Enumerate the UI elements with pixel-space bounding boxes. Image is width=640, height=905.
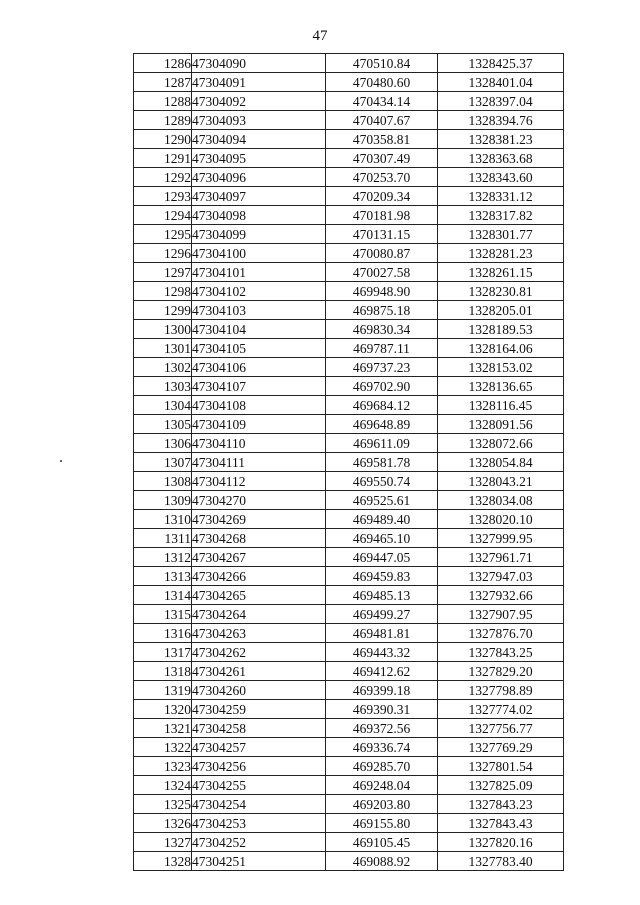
x-coordinate-cell: 469105.45 <box>326 833 438 852</box>
x-coordinate-cell: 469684.12 <box>326 396 438 415</box>
table-row <box>134 567 564 586</box>
table-row <box>134 339 564 358</box>
table-row <box>134 586 564 605</box>
point-number-cell: 1309 <box>134 491 192 510</box>
point-id-cell: 47304270 <box>192 491 326 510</box>
y-coordinate-cell: 1328164.06 <box>438 339 564 358</box>
point-number-cell: 1298 <box>134 282 192 301</box>
point-number-cell: 1306 <box>134 434 192 453</box>
table-row <box>134 187 564 206</box>
point-id-cell: 47304099 <box>192 225 326 244</box>
point-id-cell: 47304092 <box>192 92 326 111</box>
table-row <box>134 605 564 624</box>
table-row <box>134 681 564 700</box>
point-number-cell: 1312 <box>134 548 192 567</box>
table-row <box>134 852 564 871</box>
y-coordinate-cell: 1327769.29 <box>438 738 564 757</box>
point-id-cell: 47304265 <box>192 586 326 605</box>
table-row <box>134 757 564 776</box>
y-coordinate-cell: 1327820.16 <box>438 833 564 852</box>
y-coordinate-cell: 1327774.02 <box>438 700 564 719</box>
point-id-cell: 47304097 <box>192 187 326 206</box>
point-id-cell: 47304253 <box>192 814 326 833</box>
table-row <box>134 149 564 168</box>
point-id-cell: 47304108 <box>192 396 326 415</box>
point-number-cell: 1305 <box>134 415 192 434</box>
y-coordinate-cell: 1328331.12 <box>438 187 564 206</box>
point-id-cell: 47304094 <box>192 130 326 149</box>
x-coordinate-cell: 469489.40 <box>326 510 438 529</box>
y-coordinate-cell: 1328301.77 <box>438 225 564 244</box>
y-coordinate-cell: 1328281.23 <box>438 244 564 263</box>
x-coordinate-cell: 470434.14 <box>326 92 438 111</box>
point-id-cell: 47304111 <box>192 453 326 472</box>
point-id-cell: 47304261 <box>192 662 326 681</box>
table-row <box>134 453 564 472</box>
y-coordinate-cell: 1328425.37 <box>438 54 564 73</box>
y-coordinate-cell: 1328205.01 <box>438 301 564 320</box>
table-row <box>134 54 564 73</box>
point-number-cell: 1320 <box>134 700 192 719</box>
point-id-cell: 47304269 <box>192 510 326 529</box>
x-coordinate-cell: 469248.04 <box>326 776 438 795</box>
x-coordinate-cell: 469459.83 <box>326 567 438 586</box>
table-row <box>134 719 564 738</box>
y-coordinate-cell: 1328381.23 <box>438 130 564 149</box>
point-id-cell: 47304107 <box>192 377 326 396</box>
x-coordinate-cell: 470510.84 <box>326 54 438 73</box>
x-coordinate-cell: 470131.15 <box>326 225 438 244</box>
table-row <box>134 643 564 662</box>
point-id-cell: 47304098 <box>192 206 326 225</box>
x-coordinate-cell: 469399.18 <box>326 681 438 700</box>
table-row <box>134 377 564 396</box>
table-row <box>134 738 564 757</box>
x-coordinate-cell: 469550.74 <box>326 472 438 491</box>
point-id-cell: 47304258 <box>192 719 326 738</box>
point-number-cell: 1302 <box>134 358 192 377</box>
table-row <box>134 700 564 719</box>
x-coordinate-cell: 469285.70 <box>326 757 438 776</box>
point-number-cell: 1319 <box>134 681 192 700</box>
y-coordinate-cell: 1328230.81 <box>438 282 564 301</box>
point-number-cell: 1317 <box>134 643 192 662</box>
y-coordinate-cell: 1327999.95 <box>438 529 564 548</box>
point-number-cell: 1288 <box>134 92 192 111</box>
x-coordinate-cell: 470253.70 <box>326 168 438 187</box>
table-row <box>134 225 564 244</box>
y-coordinate-cell: 1327843.23 <box>438 795 564 814</box>
x-coordinate-cell: 469485.13 <box>326 586 438 605</box>
table-row <box>134 795 564 814</box>
point-id-cell: 47304263 <box>192 624 326 643</box>
table-row <box>134 662 564 681</box>
point-id-cell: 47304101 <box>192 263 326 282</box>
point-id-cell: 47304093 <box>192 111 326 130</box>
x-coordinate-cell: 469412.62 <box>326 662 438 681</box>
y-coordinate-cell: 1328136.65 <box>438 377 564 396</box>
table-row <box>134 415 564 434</box>
x-coordinate-cell: 469581.78 <box>326 453 438 472</box>
point-number-cell: 1300 <box>134 320 192 339</box>
point-id-cell: 47304260 <box>192 681 326 700</box>
y-coordinate-cell: 1328261.15 <box>438 263 564 282</box>
table-row <box>134 92 564 111</box>
x-coordinate-cell: 469203.80 <box>326 795 438 814</box>
coordinates-table <box>133 53 564 871</box>
point-id-cell: 47304106 <box>192 358 326 377</box>
point-id-cell: 47304095 <box>192 149 326 168</box>
y-coordinate-cell: 1327947.03 <box>438 567 564 586</box>
point-id-cell: 47304262 <box>192 643 326 662</box>
table-row <box>134 111 564 130</box>
y-coordinate-cell: 1328153.02 <box>438 358 564 377</box>
point-id-cell: 47304104 <box>192 320 326 339</box>
table-row <box>134 168 564 187</box>
point-number-cell: 1323 <box>134 757 192 776</box>
point-number-cell: 1297 <box>134 263 192 282</box>
point-number-cell: 1289 <box>134 111 192 130</box>
x-coordinate-cell: 469499.27 <box>326 605 438 624</box>
point-number-cell: 1294 <box>134 206 192 225</box>
point-id-cell: 47304251 <box>192 852 326 871</box>
point-number-cell: 1287 <box>134 73 192 92</box>
point-number-cell: 1325 <box>134 795 192 814</box>
point-id-cell: 47304257 <box>192 738 326 757</box>
table-row <box>134 263 564 282</box>
point-number-cell: 1304 <box>134 396 192 415</box>
x-coordinate-cell: 469481.81 <box>326 624 438 643</box>
table-row <box>134 510 564 529</box>
point-number-cell: 1314 <box>134 586 192 605</box>
y-coordinate-cell: 1328363.68 <box>438 149 564 168</box>
point-id-cell: 47304091 <box>192 73 326 92</box>
point-number-cell: 1311 <box>134 529 192 548</box>
x-coordinate-cell: 469648.89 <box>326 415 438 434</box>
point-number-cell: 1295 <box>134 225 192 244</box>
y-coordinate-cell: 1327825.09 <box>438 776 564 795</box>
point-number-cell: 1299 <box>134 301 192 320</box>
table-row <box>134 814 564 833</box>
point-id-cell: 47304090 <box>192 54 326 73</box>
x-coordinate-cell: 469447.05 <box>326 548 438 567</box>
y-coordinate-cell: 1328317.82 <box>438 206 564 225</box>
point-id-cell: 47304255 <box>192 776 326 795</box>
y-coordinate-cell: 1328397.04 <box>438 92 564 111</box>
x-coordinate-cell: 469155.80 <box>326 814 438 833</box>
point-number-cell: 1315 <box>134 605 192 624</box>
table-row <box>134 624 564 643</box>
point-id-cell: 47304100 <box>192 244 326 263</box>
y-coordinate-cell: 1328043.21 <box>438 472 564 491</box>
point-id-cell: 47304112 <box>192 472 326 491</box>
table-row <box>134 320 564 339</box>
point-number-cell: 1324 <box>134 776 192 795</box>
y-coordinate-cell: 1328116.45 <box>438 396 564 415</box>
y-coordinate-cell: 1328394.76 <box>438 111 564 130</box>
point-number-cell: 1307 <box>134 453 192 472</box>
point-id-cell: 47304252 <box>192 833 326 852</box>
x-coordinate-cell: 469875.18 <box>326 301 438 320</box>
y-coordinate-cell: 1327907.95 <box>438 605 564 624</box>
table-row <box>134 130 564 149</box>
y-coordinate-cell: 1327801.54 <box>438 757 564 776</box>
point-number-cell: 1296 <box>134 244 192 263</box>
y-coordinate-cell: 1327961.71 <box>438 548 564 567</box>
point-number-cell: 1301 <box>134 339 192 358</box>
scan-speck <box>60 460 62 462</box>
point-number-cell: 1293 <box>134 187 192 206</box>
table-row <box>134 434 564 453</box>
y-coordinate-cell: 1327843.43 <box>438 814 564 833</box>
point-number-cell: 1327 <box>134 833 192 852</box>
table-row <box>134 301 564 320</box>
point-number-cell: 1313 <box>134 567 192 586</box>
x-coordinate-cell: 469372.56 <box>326 719 438 738</box>
point-id-cell: 47304259 <box>192 700 326 719</box>
table-row <box>134 776 564 795</box>
table-row <box>134 73 564 92</box>
point-id-cell: 47304105 <box>192 339 326 358</box>
x-coordinate-cell: 470307.49 <box>326 149 438 168</box>
x-coordinate-cell: 470027.58 <box>326 263 438 282</box>
point-id-cell: 47304102 <box>192 282 326 301</box>
x-coordinate-cell: 469525.61 <box>326 491 438 510</box>
point-id-cell: 47304268 <box>192 529 326 548</box>
y-coordinate-cell: 1328343.60 <box>438 168 564 187</box>
point-id-cell: 47304103 <box>192 301 326 320</box>
x-coordinate-cell: 469702.90 <box>326 377 438 396</box>
x-coordinate-cell: 469787.11 <box>326 339 438 358</box>
y-coordinate-cell: 1328034.08 <box>438 491 564 510</box>
point-number-cell: 1321 <box>134 719 192 738</box>
point-number-cell: 1322 <box>134 738 192 757</box>
x-coordinate-cell: 470080.87 <box>326 244 438 263</box>
point-number-cell: 1318 <box>134 662 192 681</box>
point-id-cell: 47304096 <box>192 168 326 187</box>
table-row <box>134 529 564 548</box>
y-coordinate-cell: 1328054.84 <box>438 453 564 472</box>
x-coordinate-cell: 469088.92 <box>326 852 438 871</box>
table-row <box>134 472 564 491</box>
point-number-cell: 1326 <box>134 814 192 833</box>
x-coordinate-cell: 470358.81 <box>326 130 438 149</box>
table-row <box>134 548 564 567</box>
x-coordinate-cell: 469948.90 <box>326 282 438 301</box>
y-coordinate-cell: 1328189.53 <box>438 320 564 339</box>
coordinates-table-body <box>134 54 564 871</box>
point-number-cell: 1316 <box>134 624 192 643</box>
y-coordinate-cell: 1327798.89 <box>438 681 564 700</box>
point-id-cell: 47304256 <box>192 757 326 776</box>
point-number-cell: 1291 <box>134 149 192 168</box>
x-coordinate-cell: 469737.23 <box>326 358 438 377</box>
x-coordinate-cell: 470480.60 <box>326 73 438 92</box>
point-id-cell: 47304266 <box>192 567 326 586</box>
table-row <box>134 244 564 263</box>
x-coordinate-cell: 469830.34 <box>326 320 438 339</box>
point-number-cell: 1310 <box>134 510 192 529</box>
x-coordinate-cell: 469336.74 <box>326 738 438 757</box>
y-coordinate-cell: 1327783.40 <box>438 852 564 871</box>
x-coordinate-cell: 470181.98 <box>326 206 438 225</box>
point-id-cell: 47304254 <box>192 795 326 814</box>
y-coordinate-cell: 1327876.70 <box>438 624 564 643</box>
y-coordinate-cell: 1328401.04 <box>438 73 564 92</box>
x-coordinate-cell: 470407.67 <box>326 111 438 130</box>
table-row <box>134 491 564 510</box>
point-id-cell: 47304109 <box>192 415 326 434</box>
x-coordinate-cell: 469443.32 <box>326 643 438 662</box>
point-id-cell: 47304267 <box>192 548 326 567</box>
point-id-cell: 47304110 <box>192 434 326 453</box>
point-number-cell: 1328 <box>134 852 192 871</box>
table-row <box>134 358 564 377</box>
table-row <box>134 833 564 852</box>
y-coordinate-cell: 1328020.10 <box>438 510 564 529</box>
page-number: 47 <box>312 28 328 44</box>
y-coordinate-cell: 1327756.77 <box>438 719 564 738</box>
point-id-cell: 47304264 <box>192 605 326 624</box>
x-coordinate-cell: 470209.34 <box>326 187 438 206</box>
table-row <box>134 396 564 415</box>
x-coordinate-cell: 469465.10 <box>326 529 438 548</box>
x-coordinate-cell: 469611.09 <box>326 434 438 453</box>
point-number-cell: 1292 <box>134 168 192 187</box>
x-coordinate-cell: 469390.31 <box>326 700 438 719</box>
y-coordinate-cell: 1327932.66 <box>438 586 564 605</box>
table-row <box>134 282 564 301</box>
y-coordinate-cell: 1327829.20 <box>438 662 564 681</box>
table-row <box>134 206 564 225</box>
point-number-cell: 1290 <box>134 130 192 149</box>
y-coordinate-cell: 1328091.56 <box>438 415 564 434</box>
point-number-cell: 1303 <box>134 377 192 396</box>
point-number-cell: 1286 <box>134 54 192 73</box>
y-coordinate-cell: 1328072.66 <box>438 434 564 453</box>
y-coordinate-cell: 1327843.25 <box>438 643 564 662</box>
point-number-cell: 1308 <box>134 472 192 491</box>
